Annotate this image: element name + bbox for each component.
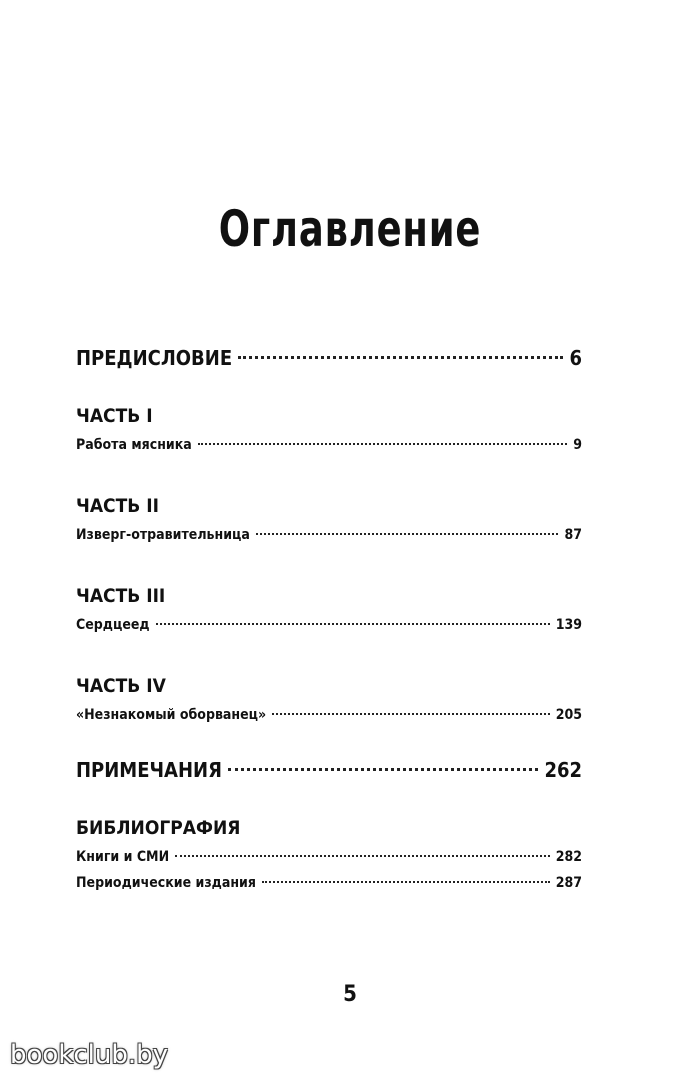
toc-entry-label: Книги и СМИ	[76, 849, 170, 865]
toc-entry-notes	[76, 750, 582, 790]
toc-entry	[76, 870, 582, 896]
toc-entry-label: Периодические издания	[76, 875, 256, 891]
toc-part-heading: ЧАСТЬ III	[76, 585, 166, 607]
dot-leader	[238, 345, 563, 365]
dot-leader	[262, 873, 550, 887]
toc-entry-label: ПРЕДИСЛОВИЕ	[76, 346, 233, 370]
toc-entry-page: 205	[555, 707, 582, 723]
toc-part	[76, 670, 582, 728]
toc-bibliography-heading: БИБЛИОГРАФИЯ	[76, 817, 241, 839]
toc-entry-label: «Незнакомый оборванец»	[76, 707, 267, 723]
toc-entry-preface	[76, 338, 582, 378]
toc-entry-label: Сердцеед	[76, 617, 150, 633]
toc-entry-page: 282	[555, 849, 582, 865]
dot-leader	[272, 705, 550, 719]
toc-entry	[76, 522, 582, 548]
toc-part-heading: ЧАСТЬ I	[76, 405, 153, 427]
toc-part-heading: ЧАСТЬ IV	[76, 675, 166, 697]
page-title: Оглавление	[218, 200, 482, 258]
toc-entry-page: 262	[544, 758, 582, 782]
toc-entry	[76, 702, 582, 728]
toc-part	[76, 400, 582, 458]
toc-entry-label: Изверг-отравительница	[76, 527, 250, 543]
watermark: bookclub.by	[10, 1040, 169, 1070]
toc-part	[76, 490, 582, 548]
table-of-contents	[76, 338, 582, 896]
toc-entry-label: ПРИМЕЧАНИЯ	[76, 758, 222, 782]
toc-entry-page: 87	[564, 527, 582, 543]
dot-leader	[198, 435, 567, 449]
toc-entry-page: 6	[569, 346, 582, 370]
toc-entry-page: 139	[555, 617, 582, 633]
dot-leader	[175, 847, 550, 861]
toc-entry	[76, 844, 582, 870]
toc-entry	[76, 432, 582, 458]
toc-entry	[76, 612, 582, 638]
toc-entry-label: Работа мясника	[76, 437, 192, 453]
toc-entry-page: 9	[573, 437, 582, 453]
toc-bibliography	[76, 812, 582, 896]
dot-leader	[256, 525, 559, 539]
page-number: 5	[343, 982, 357, 1007]
toc-entry-page: 287	[555, 875, 582, 891]
dot-leader	[228, 757, 538, 777]
toc-part-heading: ЧАСТЬ II	[76, 495, 159, 517]
dot-leader	[156, 615, 550, 629]
toc-part	[76, 580, 582, 638]
